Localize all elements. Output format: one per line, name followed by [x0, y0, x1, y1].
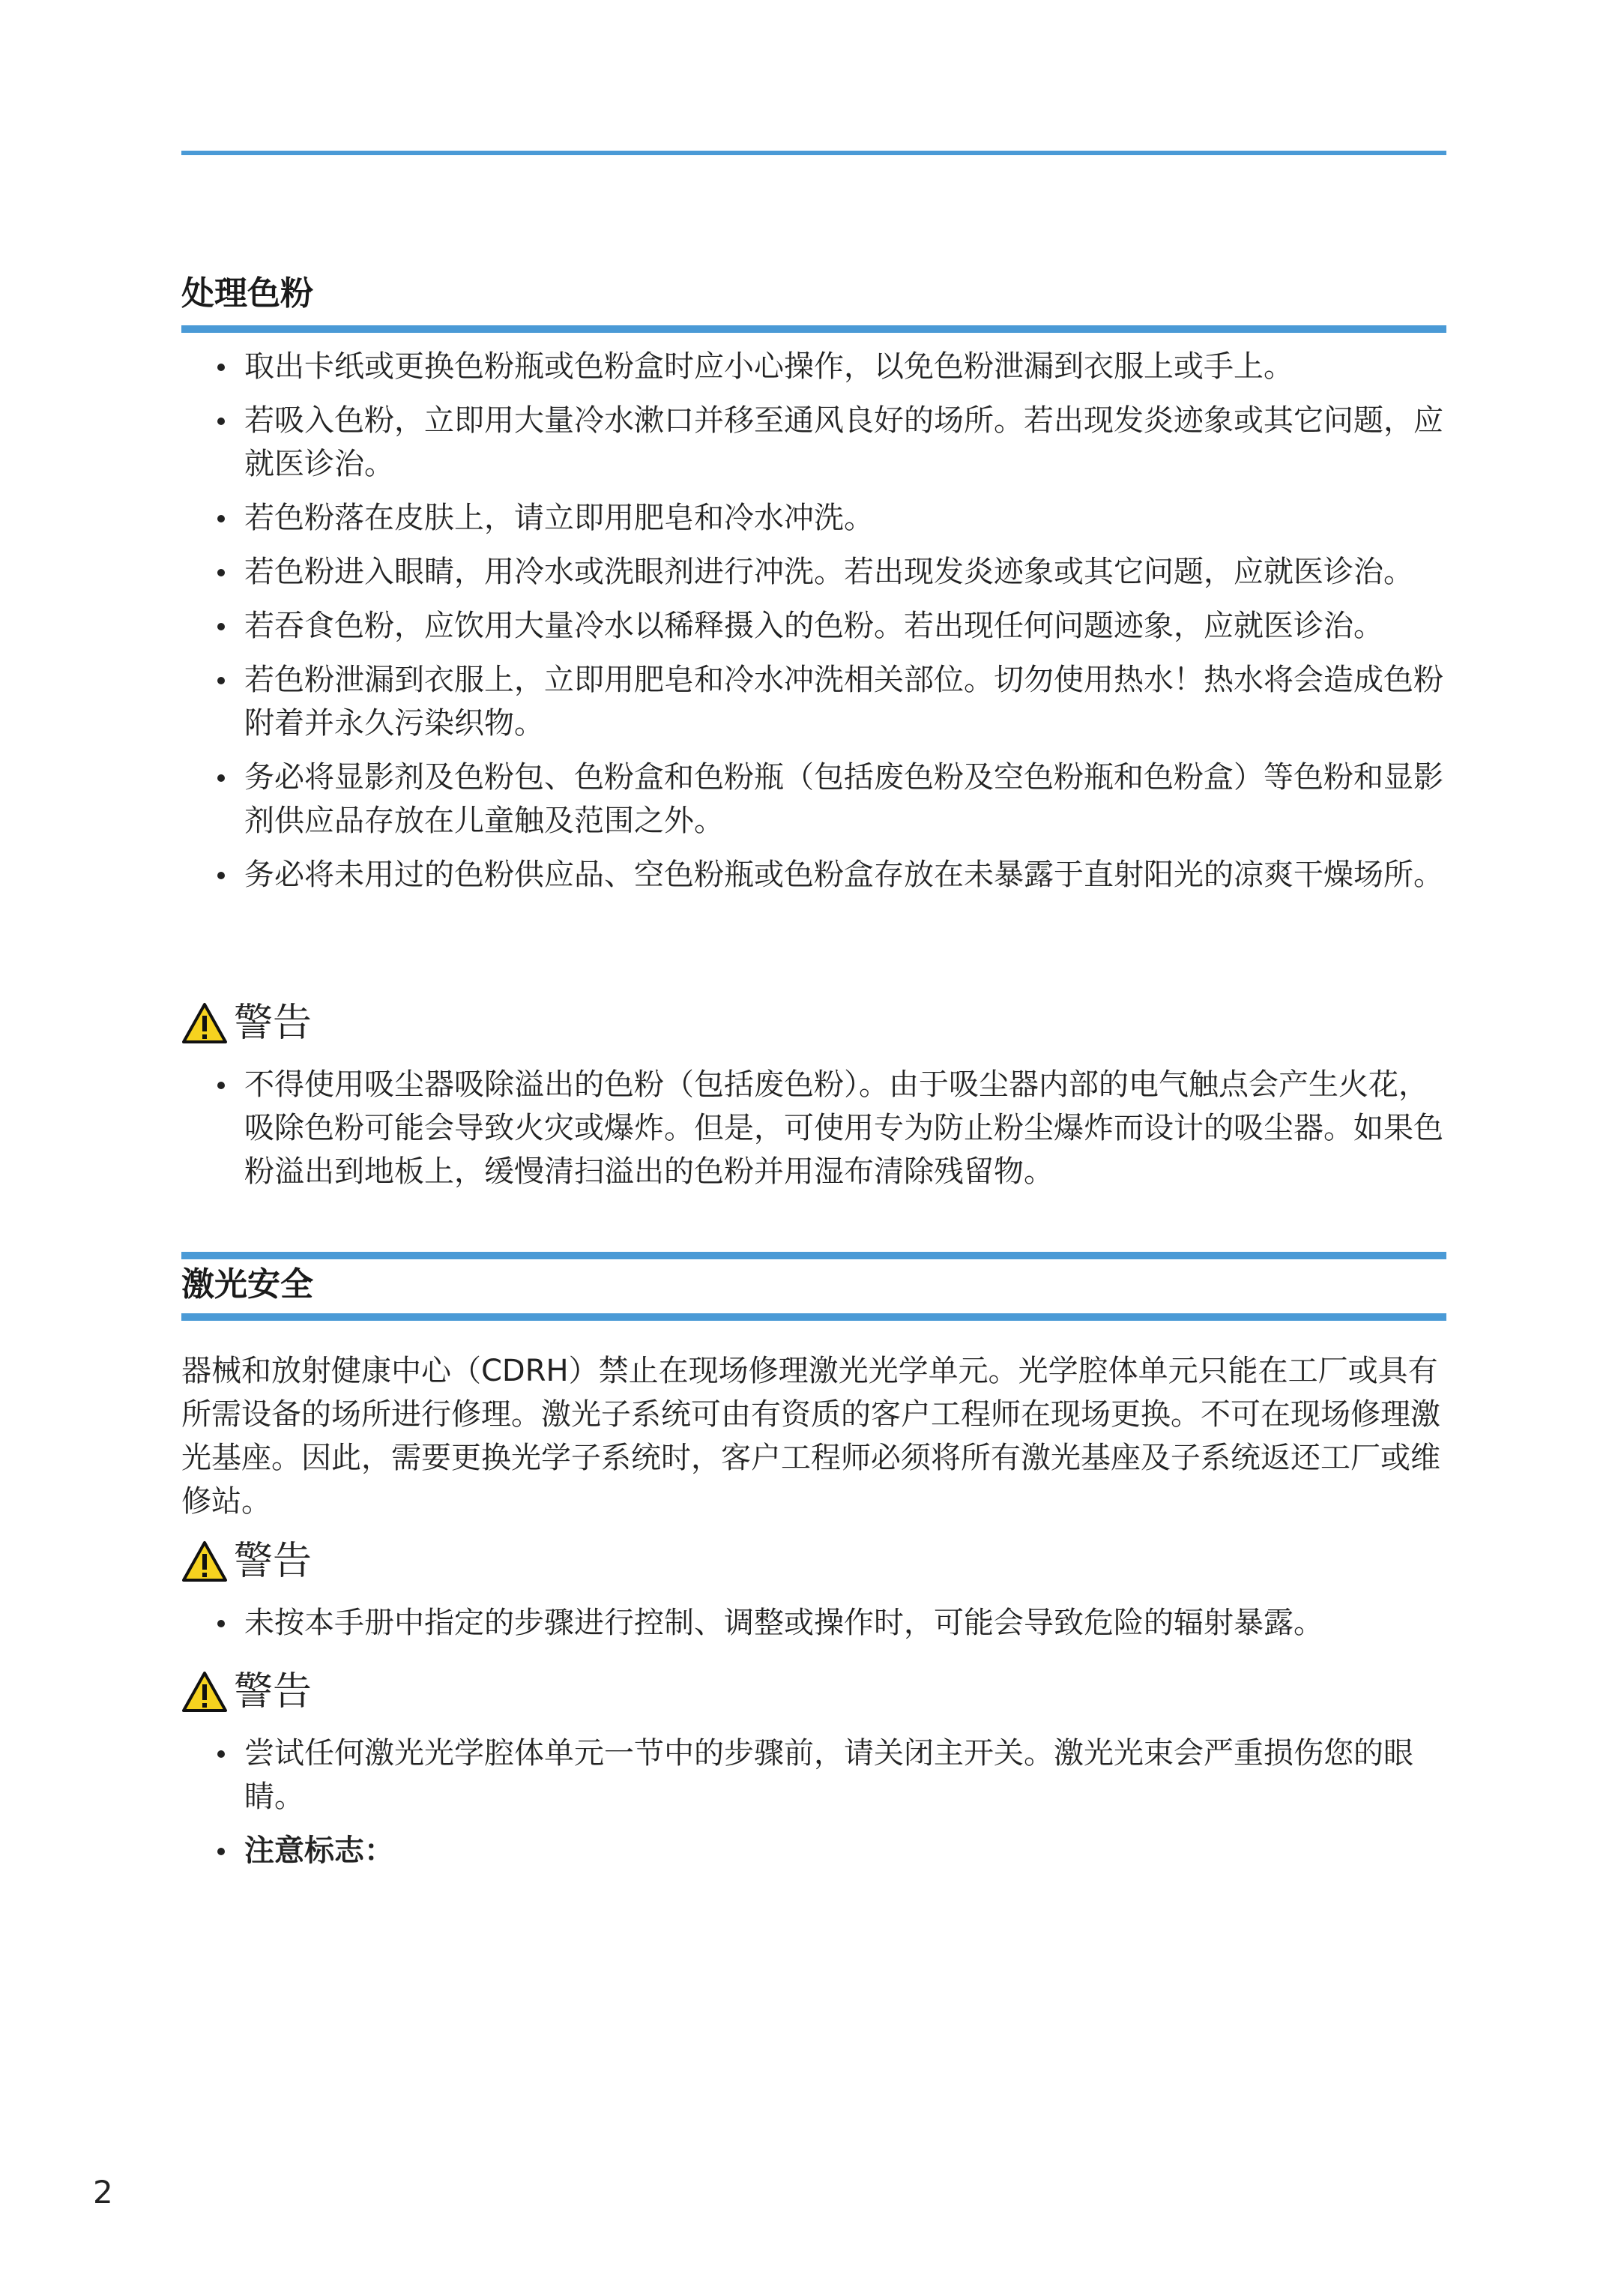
caution-labels-item: 注意标志：	[181, 1829, 1446, 1872]
list-item: 取出卡纸或更换色粉瓶或色粉盒时应小心操作，以免色粉泄漏到衣服上或手上。	[181, 345, 1446, 388]
section-title-toner: 处理色粉	[181, 274, 313, 313]
warning-label: 警告	[234, 1001, 313, 1046]
section-overline-laser	[181, 1252, 1446, 1259]
section-underline-laser	[181, 1313, 1446, 1321]
warning-triangle-icon	[181, 1540, 228, 1582]
laser-warning-list-2	[181, 1732, 1446, 1883]
warning-heading-laser-2	[181, 1666, 312, 1718]
page-number: 2	[93, 2174, 113, 2211]
warning-heading-laser-1	[181, 1535, 312, 1588]
list-item: 务必将显影剂及色粉包、色粉盒和色粉瓶（包括废色粉及空色粉瓶和色粉盒）等色粉和显影剂供应品存放在儿童触及范围之外。	[181, 756, 1446, 843]
list-item: 尝试任何激光光学腔体单元一节中的步骤前，请关闭主开关。激光光束会严重损伤您的眼睛。	[181, 1732, 1446, 1819]
warning-heading-toner	[181, 997, 312, 1049]
warning-label: 警告	[234, 1539, 313, 1584]
list-item: 若色粉落在皮肤上，请立即用肥皂和冷水冲洗。	[181, 496, 1446, 540]
list-item: 未按本手册中指定的步骤进行控制、调整或操作时，可能会导致危险的辐射暴露。	[181, 1601, 1446, 1645]
warning-label: 警告	[234, 1669, 313, 1714]
header-rule	[181, 151, 1446, 155]
warning-triangle-icon	[181, 1002, 228, 1044]
list-item: 若吸入色粉，立即用大量冷水漱口并移至通风良好的场所。若出现发炎迹象或其它问题，应就医诊治。	[181, 399, 1446, 486]
list-item: 不得使用吸尘器吸除溢出的色粉（包括废色粉）。由于吸尘器内部的电气触点会产生火花，吸除色粉可能会导致火灾或爆炸。但是，可使用专为防止粉尘爆炸而设计的吸尘器。如果色粉溢出到地板上，缓慢清扫溢出的色粉并用湿布清除残留物。	[181, 1063, 1446, 1193]
toner-warning-list	[181, 1063, 1446, 1204]
list-item: 务必将未用过的色粉供应品、空色粉瓶或色粉盒存放在未暴露于直射阳光的凉爽干燥场所。	[181, 853, 1446, 897]
section-underline-toner	[181, 325, 1446, 333]
laser-safety-paragraph: 器械和放射健康中心（CDRH）禁止在现场修理激光光学单元。光学腔体单元只能在工厂或具有所需设备的场所进行修理。激光子系统可由有资质的客户工程师在现场更换。不可在现场修理激光基座。因此，需要更换光学子系统时，客户工程师必须将所有激光基座及子系统返还工厂或维修站。	[181, 1354, 1440, 1519]
toner-handling-list	[181, 345, 1446, 907]
list-item: 若吞食色粉，应饮用大量冷水以稀释摄入的色粉。若出现任何问题迹象，应就医诊治。	[181, 604, 1446, 648]
warning-triangle-icon	[181, 1671, 228, 1713]
section-title-laser: 激光安全	[181, 1265, 313, 1304]
list-item: 若色粉泄漏到衣服上，立即用肥皂和冷水冲洗相关部位。切勿使用热水！热水将会造成色粉附着并永久污染织物。	[181, 658, 1446, 745]
list-item: 若色粉进入眼睛，用冷水或洗眼剂进行冲洗。若出现发炎迹象或其它问题，应就医诊治。	[181, 550, 1446, 594]
laser-warning-list-1	[181, 1601, 1446, 1655]
